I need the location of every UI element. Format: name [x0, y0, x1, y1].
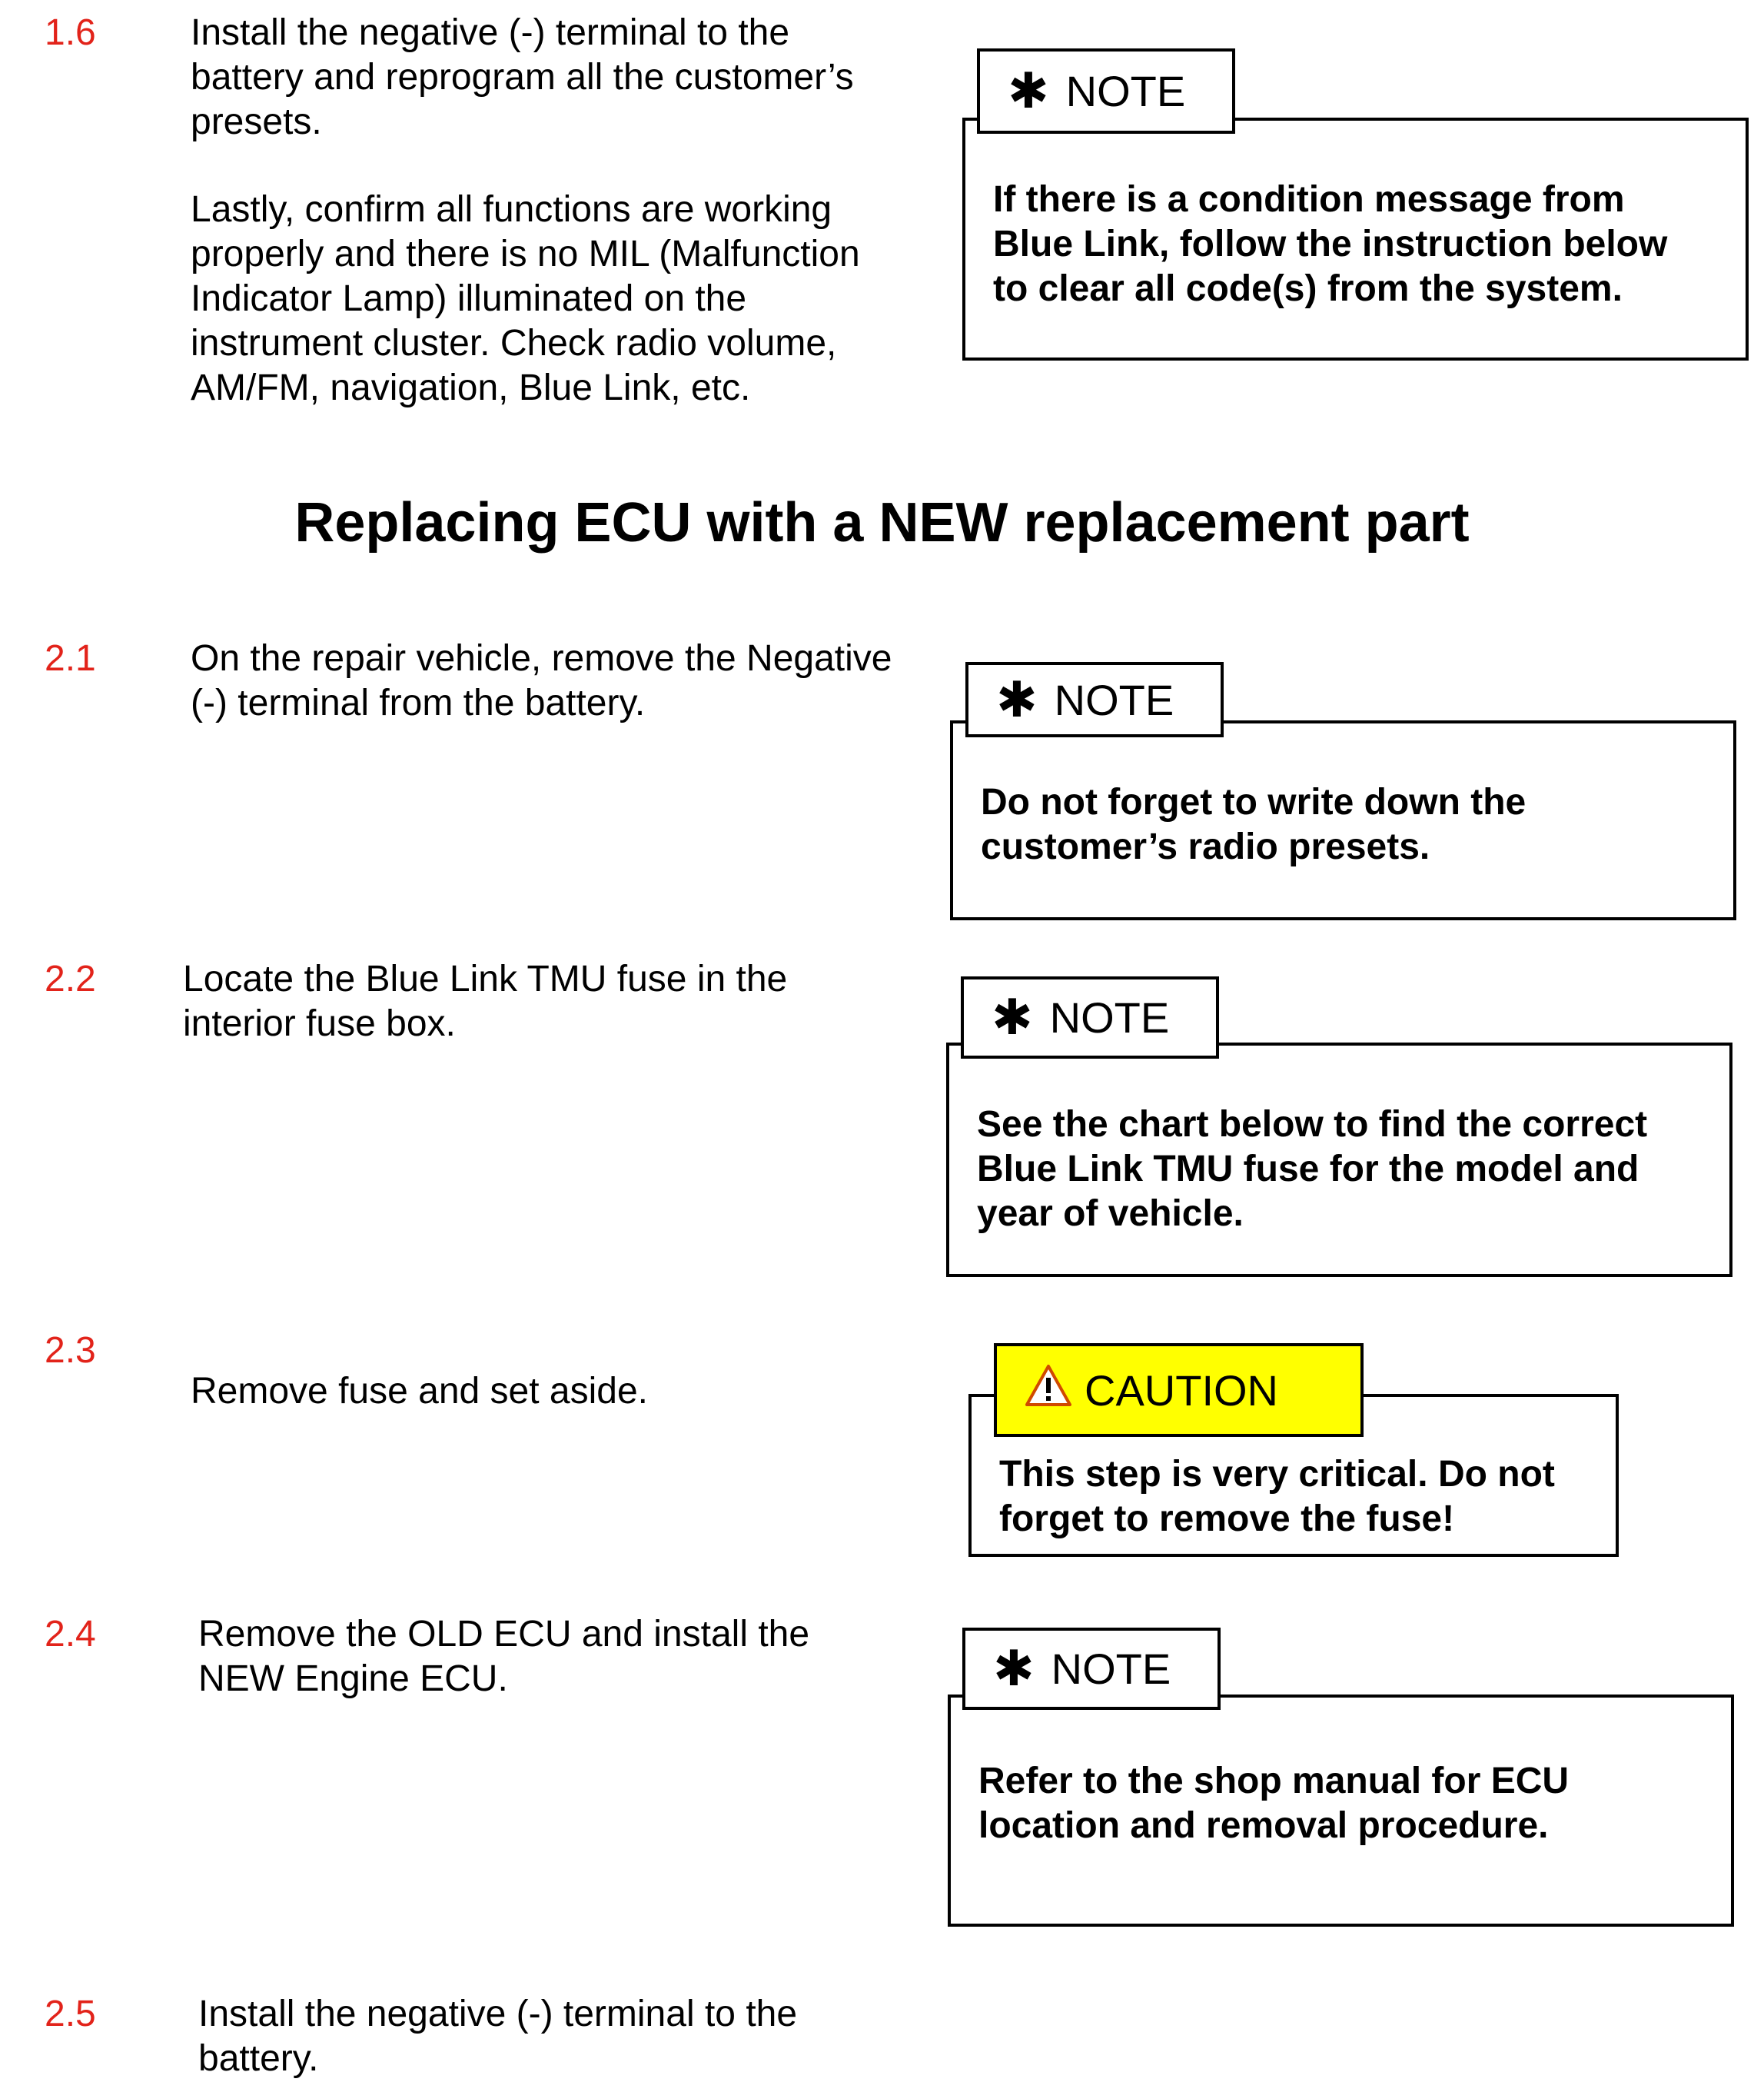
note-line: year of vehicle.	[977, 1193, 1244, 1234]
section-title: Replacing ECU with a NEW replacement part	[294, 492, 1470, 554]
note-label: NOTE	[1049, 993, 1170, 1042]
note-tab	[977, 48, 1235, 134]
note-line: customer’s radio presets.	[981, 826, 1430, 867]
step-line: instrument cluster. Check radio volume,	[191, 323, 837, 364]
step-text	[191, 11, 854, 145]
step-line: Install the negative (-) terminal to the	[198, 1994, 798, 2034]
step-line: AM/FM, navigation, Blue Link, etc.	[191, 368, 751, 408]
note-line: Blue Link, follow the instruction below	[993, 224, 1668, 264]
step-line: Locate the Blue Link TMU fuse in the	[183, 959, 788, 999]
caution-tab	[994, 1343, 1364, 1437]
caution-label: CAUTION	[1085, 1365, 1278, 1415]
note-label: NOTE	[1065, 67, 1186, 115]
step-number: 2.3	[45, 1330, 96, 1371]
step-text	[191, 188, 860, 411]
note-tab	[965, 662, 1224, 737]
note-tab	[962, 1628, 1221, 1710]
note-callout	[948, 1695, 1734, 1927]
step-text	[183, 957, 787, 1046]
step-line: Remove the OLD ECU and install the	[198, 1614, 810, 1655]
step-text	[191, 1369, 648, 1414]
note-tab	[961, 976, 1219, 1059]
step-line: Lastly, confirm all functions are working	[191, 189, 832, 230]
step-line: battery and reprogram all the customer’s	[191, 57, 854, 98]
step-line: Indicator Lamp) illuminated on the	[191, 278, 747, 319]
note-callout	[950, 720, 1736, 920]
step-number: 2.1	[45, 638, 96, 679]
step-line: Remove fuse and set aside.	[191, 1371, 649, 1412]
step-line: NEW Engine ECU.	[198, 1658, 508, 1699]
step-line: presets.	[191, 101, 322, 142]
step-line: (-) terminal from the battery.	[191, 683, 646, 723]
asterisk-icon: ✱	[993, 1641, 1035, 1696]
step-number: 2.2	[45, 959, 96, 999]
note-line: Do not forget to write down the	[981, 782, 1526, 823]
note-body	[978, 1759, 1569, 1848]
step-text	[198, 1612, 809, 1701]
note-line: If there is a condition message from	[993, 179, 1625, 220]
note-line: See the chart below to find the correct	[977, 1104, 1648, 1145]
caution-line: This step is very critical. Do not	[999, 1454, 1555, 1495]
note-callout	[946, 1043, 1732, 1277]
caution-body	[999, 1452, 1555, 1542]
asterisk-icon: ✱	[996, 671, 1038, 727]
note-line: Blue Link TMU fuse for the model and	[977, 1149, 1639, 1189]
note-body	[993, 178, 1667, 311]
step-number: 2.5	[45, 1994, 96, 2034]
note-line: location and removal procedure.	[978, 1805, 1549, 1846]
step-number: 1.6	[45, 12, 96, 53]
step-line: battery.	[198, 2038, 319, 2079]
note-line: Refer to the shop manual for ECU	[978, 1761, 1570, 1801]
step-text	[198, 1992, 797, 2081]
note-body	[981, 780, 1526, 870]
step-line: properly and there is no MIL (Malfunction	[191, 234, 860, 274]
step-line: On the repair vehicle, remove the Negative	[191, 638, 892, 679]
step-line: Install the negative (-) terminal to the	[191, 12, 790, 53]
asterisk-icon: ✱	[992, 989, 1033, 1045]
note-line: to clear all code(s) from the system.	[993, 268, 1623, 309]
note-callout	[962, 118, 1749, 361]
note-label: NOTE	[1051, 1645, 1171, 1693]
note-label: NOTE	[1054, 675, 1174, 724]
step-number: 2.4	[45, 1614, 96, 1655]
caution-line: forget to remove the fuse!	[999, 1498, 1455, 1539]
warning-triangle-icon	[1025, 1364, 1072, 1417]
step-text	[191, 637, 892, 726]
note-body	[977, 1103, 1647, 1236]
step-line: interior fuse box.	[183, 1003, 456, 1044]
asterisk-icon: ✱	[1008, 63, 1049, 118]
